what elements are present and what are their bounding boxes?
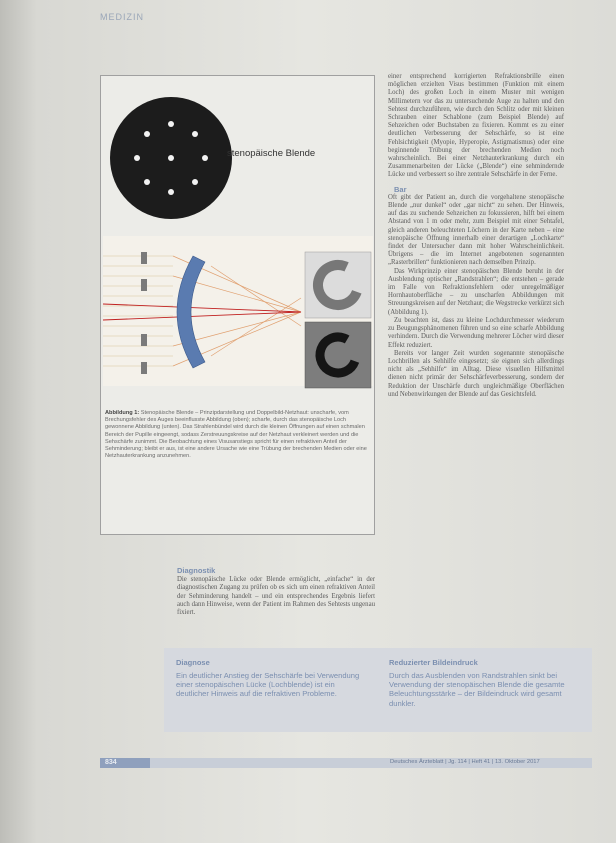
footer-bar [100,758,592,768]
page-number: 834 [105,759,117,766]
left-text-column [177,567,375,617]
summary-left [176,658,366,699]
journal-citation: Deutsches Ärzteblatt | Jg. 114 | Heft 41 | 13. Oktober 2017 [390,759,540,765]
summary-right-title: Reduzierter Bildeindruck [389,658,478,667]
section-header: MEDIZIN [100,12,144,22]
left-paragraph-1: Die stenopäische Lücke oder Blende ermöglicht, „einfache“ in der diagnostischen Zugang zu prüfen ob es sich um einen refraktiven Anteil der Sehminderung handelt – und ein entsprechendes Ergebnis liefert auch dann Hinweise, wenn der Patient im Rahmen des Sehtests ungenau fixiert. [177,576,375,617]
figure-label: stenopäische Blende [227,148,316,159]
right-paragraph-2: Oft gibt der Patient an, durch die vorgehaltene stenopäische Blende „nur dunkel“ oder „gar nicht“ zu sehen. Der Hinweis, auf das zu suchende Sehzeichen zu fokussieren, hilft bei einem Abstand von 1 m oder mehr, zum Beispiel mit einer Sehtafel, gleich anderen beleuchteten Löchern in der Karte neben – eine stenopäische Öffnung innerhalb einer derartigen „Lochkarte“ findet der Untersucher dann mit hoher Wahrscheinlichkeit. Übrigens – die im Internet angebotenen sogenannten „Rasterbrillen“ funktionieren nach demselben Prinzip. [388,193,564,267]
right-subheading: Bar [394,184,407,194]
summary-left-text: Ein deutlicher Anstieg der Sehschärfe bei Verwendung einer stenopäischen Lücke (Lochblende) ist ein deutlicher Hinweis auf die refraktiven Probleme. [176,671,360,699]
right-paragraph-4: Zu beachten ist, dass zu kleine Lochdurchmesser wiederum zu Beugungsphänomenen führen und so eine scharfe Abbildung verhindern. Durch die Verwendung mehrerer Löcher wird dieser Effekt reduziert. [388,316,564,349]
right-paragraph-1: einer entsprechend korrigierten Refraktionsbrille einen möglichen erzielten Visus bestimmen (Funktion mit einem Loch) des großen Loch in einem Muster mit wenigen Millimetern vor das zu untersuchende Auge zu halten und den Sehtest durchzuführen, wie durch den Schlitz oder mit kleinen Schrauben einer Schablone (zum Beispiel Blende) auf Sehzeichen oder Buchstaben zu fixieren. Kommt es zu einer deutlichen Verbesserung der Sehschärfe, so ist eine Fehlsichtigkeit (Myopie, Hyperopie, Astigmatismus) oder eine beginnende Trübung der brechenden Medien noch wahrscheinlich. Bei einer Netzhauterkrankung durch ein Zusammenarbeiten der Lücke („Blende“) eine sehmindernde Lücke und verbessert so ihre zentrale Sehschärfe in der Ferne. [388,73,564,179]
right-text-column [388,73,564,399]
right-paragraph-3: Das Wirkprinzip einer stenopäischen Blende beruht in der Ausblendung optischer „Randstrahlen“; die entstehen – gerade im Falle von Refraktionsfehlern oder unregelmäßiger Hornhautoberfläche – zu unscharfen Abbildungen mit Streuungskreisen auf der Netzhaut; die Wegstrecke verkürzt sich (Abbildung 1). [388,267,564,316]
left-subheading: Diagnostik [177,566,216,575]
summary-box [164,648,592,732]
summary-left-title: Diagnose [176,658,210,667]
right-paragraph-5: Bereits vor langer Zeit wurden sogenannte stenopäische Lochbrillen als Sehhilfe eingesetzt; sie eignen sich allerdings nicht als „Sehhilfe“ im Alltag. Diese visuellen Hilfsmittel dienen nicht primär der Sehschärfeverbesserung, sondern der Reduktion der Unschärfe durch ungleichmäßige Oberflächen und Nebenwirkungen der Blende auf das Gesichtsfeld. [388,349,564,398]
page-number-box [100,758,150,768]
blurred-c-image [305,252,371,318]
caption-text: Stenopäische Blende – Prinzipdarstellung und Doppelbild-Netzhaut: unscharfe, vom Brechungsfehler des Auges beeinflusste Abbildung (oben); scharfe, durch das stenopäische Loch gewonnene Abbildung (unten). Das Strahlenbündel wird durch die kleinen Öffnungen auf einen schmalen Bereich der Pupille eingeengt, sodass Zerstreuungskreise auf der Netzhaut verkleinert werden und die Sehschärfe zunimmt. Die Beobachtung eines Visusanstiegs spricht für einen refraktiven Anteil der Sehminderung; bleibt er aus, ist eine andere Ursache wie eine Trübung der brechenden Medien oder eine Netzhauterkrankung anzunehmen. [105,410,367,460]
sharp-c-image [305,322,371,388]
figure-caption [105,410,370,460]
figure-1 [100,75,375,535]
figure-illustration [101,76,376,536]
caption-title: Abbildung 1: [105,410,140,416]
summary-right [389,658,579,708]
summary-right-text: Durch das Ausblenden von Randstrahlen sinkt bei Verwendung der stenopäischen Blende die gesamte Beleuchtungsstärke – der Bildeindruck wird gesamt dunkler. [389,671,565,708]
